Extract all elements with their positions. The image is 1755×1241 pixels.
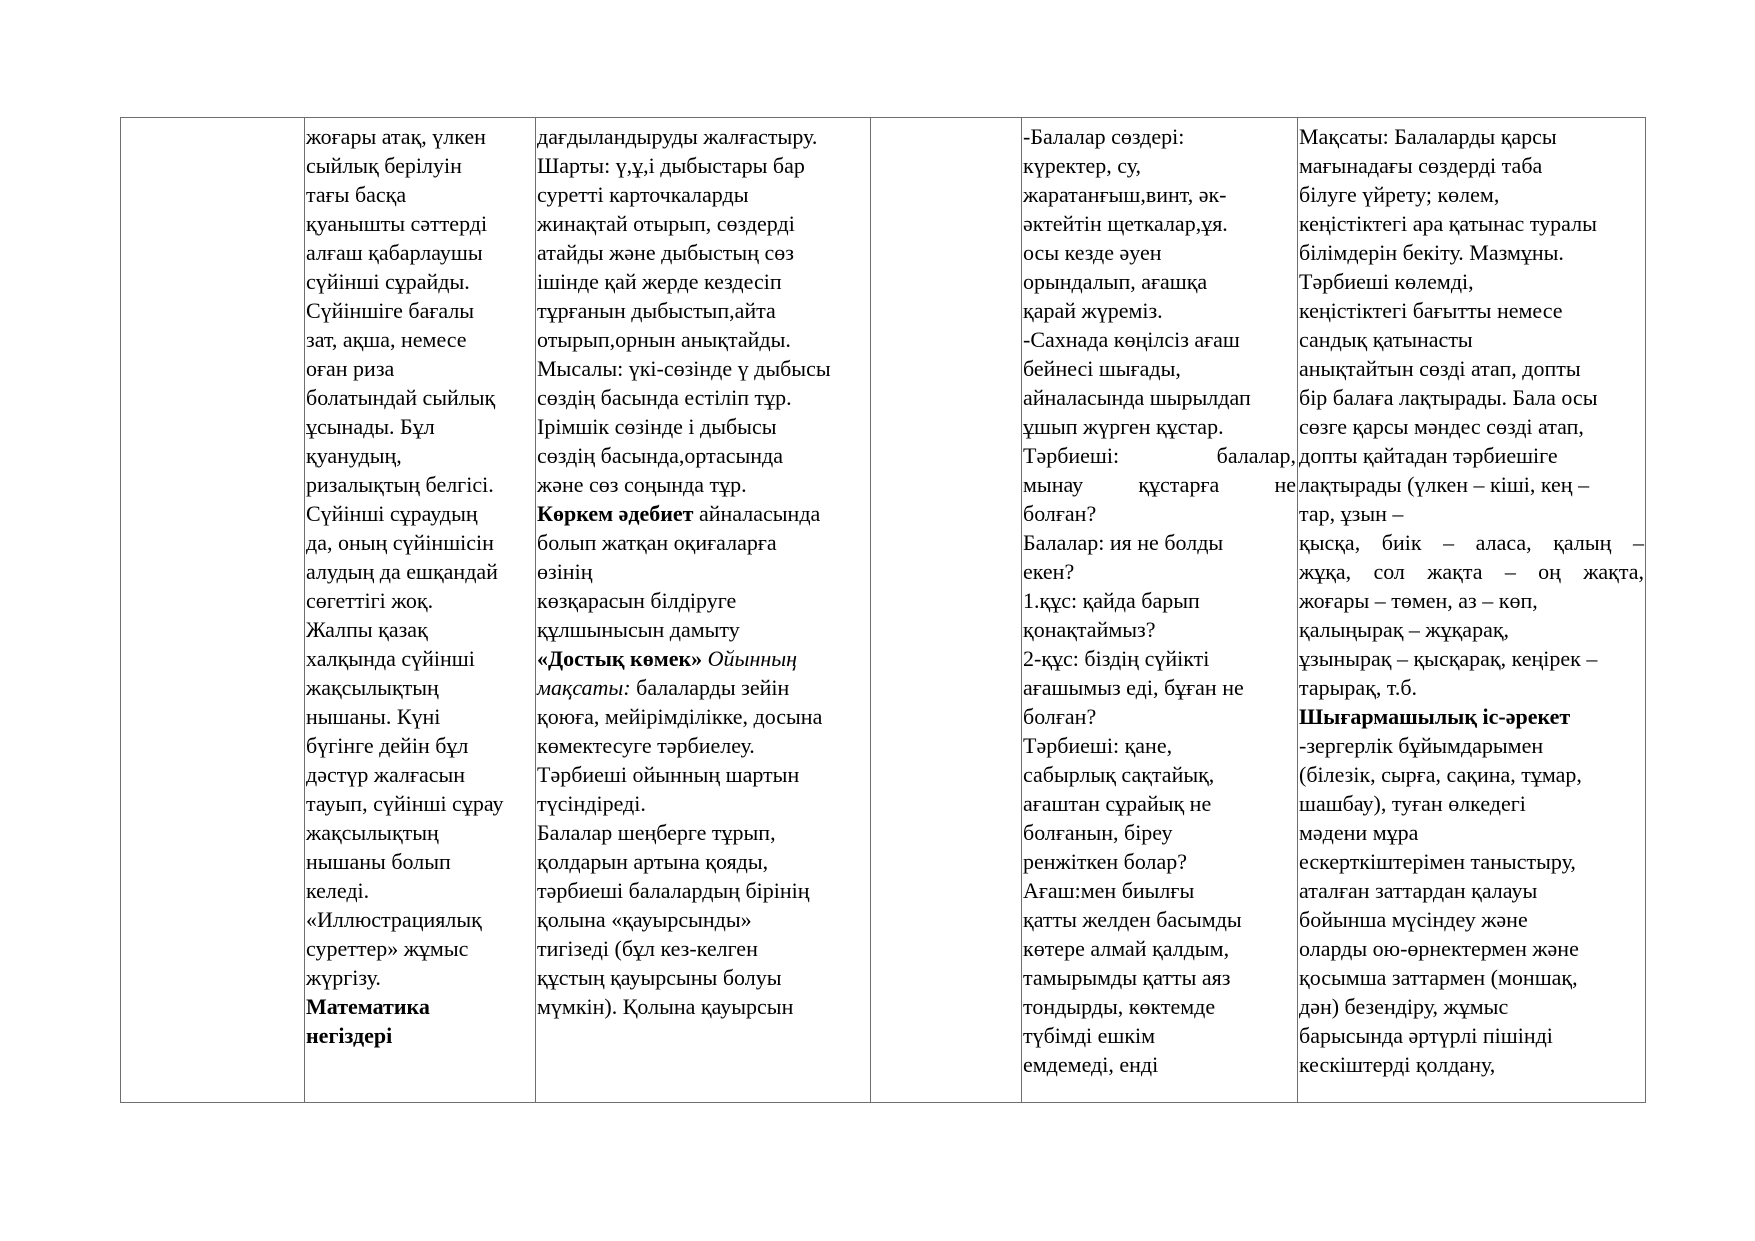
text-line: да, оның сүйіншісін	[306, 530, 494, 555]
text-line: тарырақ, т.б.	[1299, 675, 1418, 700]
text-line: Мақсаты: Балаларды қарсы	[1299, 124, 1557, 149]
text-line: ренжіткен болар?	[1023, 849, 1188, 874]
text-line: -Сахнада көңілсіз ағаш	[1023, 327, 1240, 352]
text-line: оларды ою-өрнектермен және	[1299, 936, 1579, 961]
text-line: мәдени мұра	[1299, 820, 1419, 845]
text-line: қатты желден басымды	[1023, 907, 1242, 932]
text-line: білуге үйрету; көлем,	[1299, 182, 1500, 207]
text-line: Ірімшік сөзінде і дыбысы	[537, 414, 777, 439]
text-line	[537, 673, 869, 702]
text-line: сүйінші сұрайды.	[306, 269, 470, 294]
text-line: тәрбиеші балалардың бірінің	[537, 878, 810, 903]
text-line: болғанын, біреу	[1023, 820, 1173, 845]
text-line: Тәрбиеші: балалар,	[1023, 443, 1296, 468]
text-line: тондырды, көктемде	[1023, 994, 1216, 1019]
text-line: кеңістіктегі ара қатынас туралы	[1299, 211, 1597, 236]
text-line: -зергерлік бұйымдарымен	[1299, 733, 1544, 758]
text-line: жұқа, сол жақта – оң жақта,	[1299, 559, 1644, 584]
text-line: болған?	[1023, 704, 1097, 729]
text-line: тигізеді (бұл кез-келген	[537, 936, 758, 961]
cell-col4	[1022, 118, 1298, 1103]
text-line: сөзге қарсы мәндес сөзді атап,	[1299, 414, 1584, 439]
text-line: ағашымыз еді, бұған не	[1023, 675, 1244, 700]
section-heading: Математика	[306, 994, 430, 1019]
text-line: сөздің басында,ортасында	[537, 443, 784, 468]
text-line: тұрғанын дыбыстып,айта	[537, 298, 776, 323]
text-line	[537, 499, 869, 528]
text-line: екен?	[1023, 559, 1075, 584]
text-line: дағдыландыруды жалғастыру.	[537, 124, 818, 149]
text-run: Ойынның	[702, 646, 798, 671]
text-line: Балалар: ия не болды	[1023, 530, 1224, 555]
text-line: келеді.	[306, 878, 370, 903]
text-line: аталған заттардан қалауы	[1299, 878, 1538, 903]
cell-col1	[305, 118, 536, 1103]
text-line: тар, ұзын –	[1299, 501, 1404, 526]
text-line: сөздің басында естіліп тұр.	[537, 385, 792, 410]
text-line: айналасында шырылдап	[1023, 385, 1251, 410]
text-line: халқында сүйінші	[306, 646, 475, 671]
text-line: жинақтай отырып, сөздерді	[537, 211, 795, 236]
text-line: сыйлық берілуін	[306, 153, 462, 178]
text-line: қысқа, биік – аласа, қалың –	[1299, 530, 1644, 555]
text-line: суреттер» жұмыс	[306, 936, 469, 961]
text-line: алғаш қабарлаушы	[306, 240, 483, 265]
text-line: алудың да ешқандай	[306, 559, 498, 584]
text-line: ризалықтың белгісі.	[306, 472, 494, 497]
text-line: болып жатқан оқиғаларға	[537, 530, 777, 555]
text-line: ұшып жүрген құстар.	[1023, 414, 1224, 439]
text-line: Сүйінші сұраудың	[306, 501, 478, 526]
text-line: қосымша заттармен (моншақ,	[1299, 965, 1578, 990]
text-line: сандық қатынасты	[1299, 327, 1473, 352]
text-line: болған?	[1023, 501, 1097, 526]
text-line: кеңістіктегі бағытты немесе	[1299, 298, 1563, 323]
text-line: жақсылықтың	[306, 820, 439, 845]
text-line: 1.құс: қайда барып	[1023, 588, 1200, 613]
text-line: лақтырады (үлкен – кіші, кең –	[1299, 472, 1590, 497]
text-line: болатындай сыйлық	[306, 385, 496, 410]
empty-cell-1	[121, 118, 305, 1103]
text-line: жүргізу.	[306, 965, 381, 990]
text-line: 2-құс: біздің сүйікті	[1023, 646, 1210, 671]
cell-col2	[536, 118, 871, 1103]
text-line: білімдерін бекіту. Мазмұны.	[1299, 240, 1564, 265]
text-line: барысында әртүрлі пішінді	[1299, 1023, 1553, 1048]
text-line: Мысалы: үкі-сөзінде ү дыбысы	[537, 356, 831, 381]
text-line: бір балаға лақтырады. Бала осы	[1299, 385, 1598, 410]
text-line: -Балалар сөздері:	[1023, 124, 1185, 149]
text-line: (білезік, сырға, сақина, тұмар,	[1299, 762, 1582, 787]
text-line: қонақтаймыз?	[1023, 617, 1156, 642]
text-line: сөгеттігі жоқ.	[306, 588, 434, 613]
text-line: Жалпы қазақ	[306, 617, 428, 642]
text-line: мынау құстарға не	[1023, 472, 1296, 497]
text-line: тауып, сүйінші сұрау	[306, 791, 504, 816]
text-line: допты қайтадан тәрбиешіге	[1299, 443, 1558, 468]
text-run: мақсаты:	[537, 675, 631, 700]
cell-col5	[1298, 118, 1646, 1103]
text-line: емдемеді, енді	[1023, 1052, 1159, 1077]
text-line: мүмкін). Қолына қауырсын	[537, 994, 794, 1019]
text-line: ұзынырақ – қысқарақ, кеңірек –	[1299, 646, 1598, 671]
text-line: дән) безендіру, жұмыс	[1299, 994, 1509, 1019]
text-line: көтере алмай қалдым,	[1023, 936, 1230, 961]
text-line: сабырлық сақтайық,	[1023, 762, 1215, 787]
text-line: қолына «қауырсынды»	[537, 907, 752, 932]
text-line: түсіндіреді.	[537, 791, 646, 816]
text-line: мағынадағы сөздерді таба	[1299, 153, 1543, 178]
section-heading: Көркем әдебиет	[537, 501, 694, 526]
text-line: күректер, су,	[1023, 153, 1142, 178]
text-line	[537, 644, 869, 673]
text-line: бойынша мүсіндеу және	[1299, 907, 1528, 932]
text-line: отырып,орнын анықтайды.	[537, 327, 791, 352]
text-line: қолдарын артына қояды,	[537, 849, 769, 874]
text-line: қоюға, мейірімділікке, досына	[537, 704, 823, 729]
text-line: жоғары атақ, үлкен	[306, 124, 486, 149]
text-line: ескерткіштерімен таныстыру,	[1299, 849, 1576, 874]
text-line: орындалып, ағашқа	[1023, 269, 1208, 294]
text-line: Ағаш:мен биылғы	[1023, 878, 1195, 903]
text-line: қуанудың,	[306, 443, 402, 468]
text-line: атайды және дыбыстың сөз	[537, 240, 794, 265]
text-line: көзқарасын білдіруге	[537, 588, 737, 613]
text-line: бейнесі шығады,	[1023, 356, 1181, 381]
text-line: ішінде қай жерде кездесіп	[537, 269, 782, 294]
text-line: қарай жүреміз.	[1023, 298, 1163, 323]
text-line: Балалар шеңберге тұрып,	[537, 820, 776, 845]
text-line: Шарты: ү,ұ,і дыбыстары бар	[537, 153, 805, 178]
section-heading: негіздері	[306, 1023, 393, 1048]
lesson-plan-table	[120, 117, 1646, 1103]
text-line: әктейтін щеткалар,ұя.	[1023, 211, 1228, 236]
section-heading: Шығармашылық іс-әрекет	[1299, 704, 1571, 729]
text-line: ағаштан сұрайық не	[1023, 791, 1212, 816]
text-line: жоғары – төмен, аз – көп,	[1299, 588, 1538, 613]
text-line: «Иллюстрациялық	[306, 907, 482, 932]
text-run: айналасында	[693, 501, 821, 526]
text-line: нышаны. Күні	[306, 704, 441, 729]
text-line: түбімді ешкім	[1023, 1023, 1156, 1048]
game-title: «Достық көмек»	[537, 646, 703, 671]
text-line: қалыңырақ – жұқарақ,	[1299, 617, 1510, 642]
text-line: ұсынады. Бұл	[306, 414, 435, 439]
text-line: нышаны болып	[306, 849, 451, 874]
table-row	[121, 118, 1646, 1103]
text-line: дәстүр жалғасын	[306, 762, 466, 787]
text-line: тағы басқа	[306, 182, 407, 207]
text-line: және сөз соңында тұр.	[537, 472, 747, 497]
text-line: жаратанғыш,винт, әк-	[1023, 182, 1227, 207]
text-line: шашбау), туған өлкедегі	[1299, 791, 1526, 816]
text-line: құстың қауырсыны болуы	[537, 965, 782, 990]
text-line: бүгінге дейін бұл	[306, 733, 469, 758]
text-line: суретті карточкаларды	[537, 182, 749, 207]
text-line: кескіштерді қолдану,	[1299, 1052, 1496, 1077]
text-run: балаларды зейін	[630, 675, 790, 700]
text-line: Тәрбиеші ойынның шартын	[537, 762, 800, 787]
text-line: Тәрбиеші көлемді,	[1299, 269, 1474, 294]
text-line: осы кезде әуен	[1023, 240, 1162, 265]
text-line: зат, ақша, немесе	[306, 327, 467, 352]
text-line: өзінің	[537, 559, 593, 584]
text-line: оған риза	[306, 356, 395, 381]
text-line: көмектесуге тәрбиелеу.	[537, 733, 755, 758]
empty-cell-4	[871, 118, 1022, 1103]
text-line: анықтайтын сөзді атап, допты	[1299, 356, 1581, 381]
text-line: тамырымды қатты аяз	[1023, 965, 1231, 990]
text-line: Тәрбиеші: қане,	[1023, 733, 1173, 758]
text-line: құлшынысын дамыту	[537, 617, 740, 642]
text-line: Сүйіншіге бағалы	[306, 298, 475, 323]
text-line: қуанышты сәттерді	[306, 211, 488, 236]
text-line: жақсылықтың	[306, 675, 439, 700]
